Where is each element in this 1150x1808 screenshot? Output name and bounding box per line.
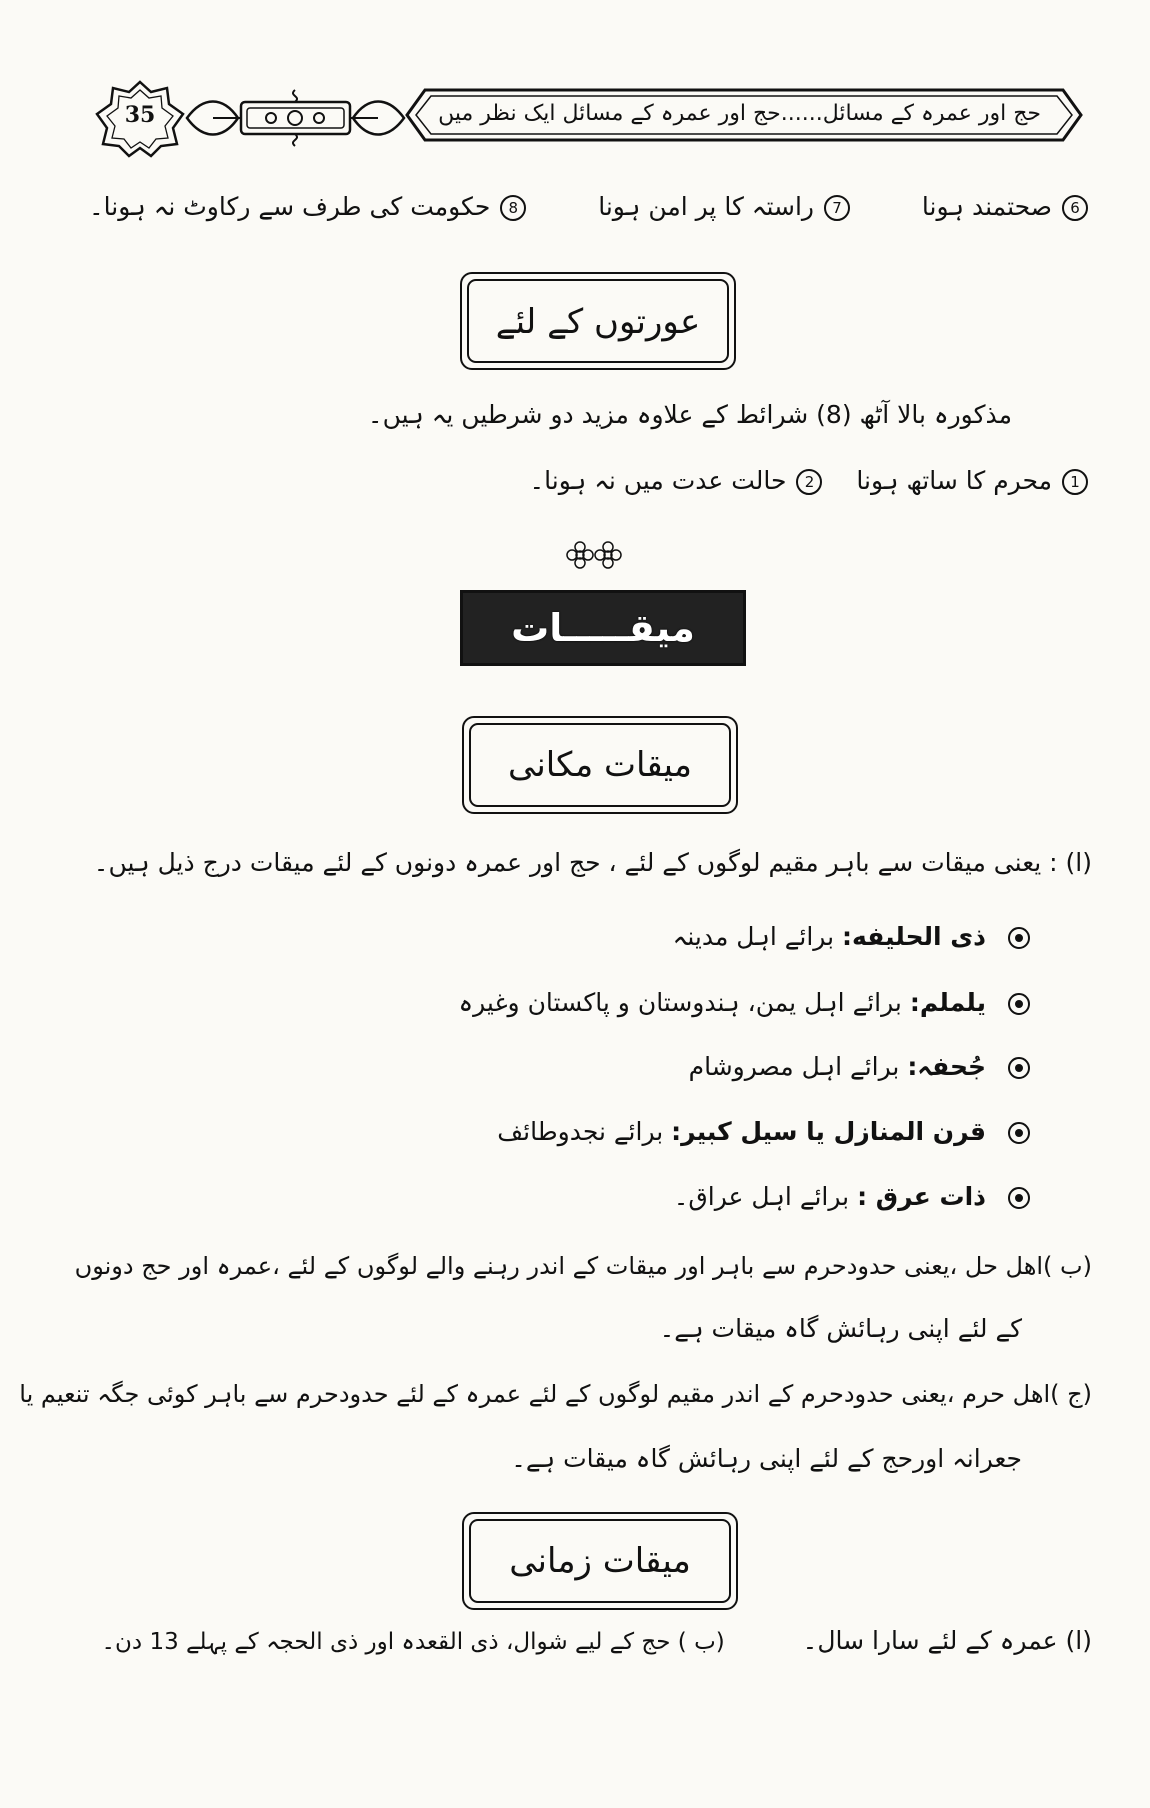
bullet-icon xyxy=(1008,993,1030,1015)
bullet-icon xyxy=(1008,1057,1030,1079)
number-2-icon: 2 xyxy=(796,469,822,495)
ahl-haram-line-1: (ج )اهل حرم ،یعنی حدودحرم کے اندر مقیم لوگوں کے لئے عمرہ کے لئے حدودحرم سے باہر کوئی جگہ تنعیم یا xyxy=(19,1380,1092,1408)
women-conditions-line xyxy=(530,466,1089,496)
conditions-line xyxy=(89,192,1088,222)
condition-6: 6صحتمند ہونا xyxy=(914,192,1088,221)
miqat-title-banner xyxy=(460,590,746,666)
bullet-icon xyxy=(1008,1187,1030,1209)
number-1-icon: 1 xyxy=(1062,469,1088,495)
number-6-icon: 6 xyxy=(1062,195,1088,221)
miqat-zamani-line xyxy=(102,1626,1092,1657)
ahl-haram-line-2: جعرانہ اورحج کے لئے اپنی رہائش گاہ میقات ہے۔ xyxy=(511,1444,1022,1473)
bullet-icon xyxy=(1008,927,1030,949)
miqat-place-item: قرن المنازل یا سیل کبیر: برائے نجدوطائف xyxy=(497,1117,1030,1147)
women-condition-2: 2حالت عدت میں نہ ہونا۔ xyxy=(530,466,823,495)
number-7-icon: 7 xyxy=(824,195,850,221)
women-condition-1: 1محرم کا ساتھ ہونا xyxy=(848,466,1088,495)
miqat-place-item: ذات عرق : برائے اہل عراق۔ xyxy=(674,1182,1030,1212)
miqat-title: میقـــــات xyxy=(511,606,695,650)
miqat-place-item: ذی الحلیفه: برائے اہل مدینہ xyxy=(673,922,1030,952)
miqat-zamani-heading-box xyxy=(462,1512,738,1610)
miqat-place-item: یلملم: برائے اہل یمن، ہندوستان و پاکستان وغیرہ xyxy=(458,988,1030,1018)
floral-ornament-icon xyxy=(183,88,408,148)
miqat-makani-heading: میقات مکانی xyxy=(469,723,731,807)
page-number: 35 xyxy=(124,102,156,128)
women-intro: مذکورہ بالا آٹھ (8) شرائط کے علاوہ مزید دو شرطیں یہ ہیں۔ xyxy=(367,400,1012,429)
condition-8: 8حکومت کی طرف سے رکاوٹ نہ ہونا۔ xyxy=(89,192,526,221)
ahl-hil-line-1: (ب )اهل حل ،یعنی حدودحرم سے باہر اور میقات کے اندر رہنے والے لوگوں کے لئے ،عمرہ اور حج دونوں xyxy=(74,1252,1092,1280)
flower-divider-icon xyxy=(562,540,626,570)
miqat-makani-heading-box xyxy=(462,716,738,814)
miqat-makani-intro: (ا) : یعنی میقات سے باہر مقیم لوگوں کے لئے ، حج اور عمرہ دونوں کے لئے میقات درج ذیل ہیں۔ xyxy=(93,848,1092,877)
condition-7: 7راستہ کا پر امن ہونا xyxy=(590,192,850,221)
ahl-hil-line-2: کے لئے اپنی رہائش گاہ میقات ہے۔ xyxy=(659,1314,1022,1343)
miqat-zamani-hajj: (ب ) حج کے لیے شوال، ذی القعدہ اور ذی الحجہ کے پہلے 13 دن۔ xyxy=(101,1629,725,1655)
miqat-zamani-umrah: (ا) عمرہ کے لئے سارا سال۔ xyxy=(802,1626,1092,1655)
running-title: حج اور عمرہ کے مسائل......حج اور عمرہ کے مسائل ایک نظر میں xyxy=(438,101,1041,126)
miqat-zamani-heading: میقات زمانی xyxy=(469,1519,731,1603)
miqat-place-item: جُحفہ: برائے اہل مصروشام xyxy=(689,1052,1030,1082)
page-header xyxy=(95,78,1085,158)
number-8-icon: 8 xyxy=(500,195,526,221)
women-heading-box xyxy=(460,272,736,370)
bullet-icon xyxy=(1008,1122,1030,1144)
women-heading: عورتوں کے لئے xyxy=(467,279,729,363)
